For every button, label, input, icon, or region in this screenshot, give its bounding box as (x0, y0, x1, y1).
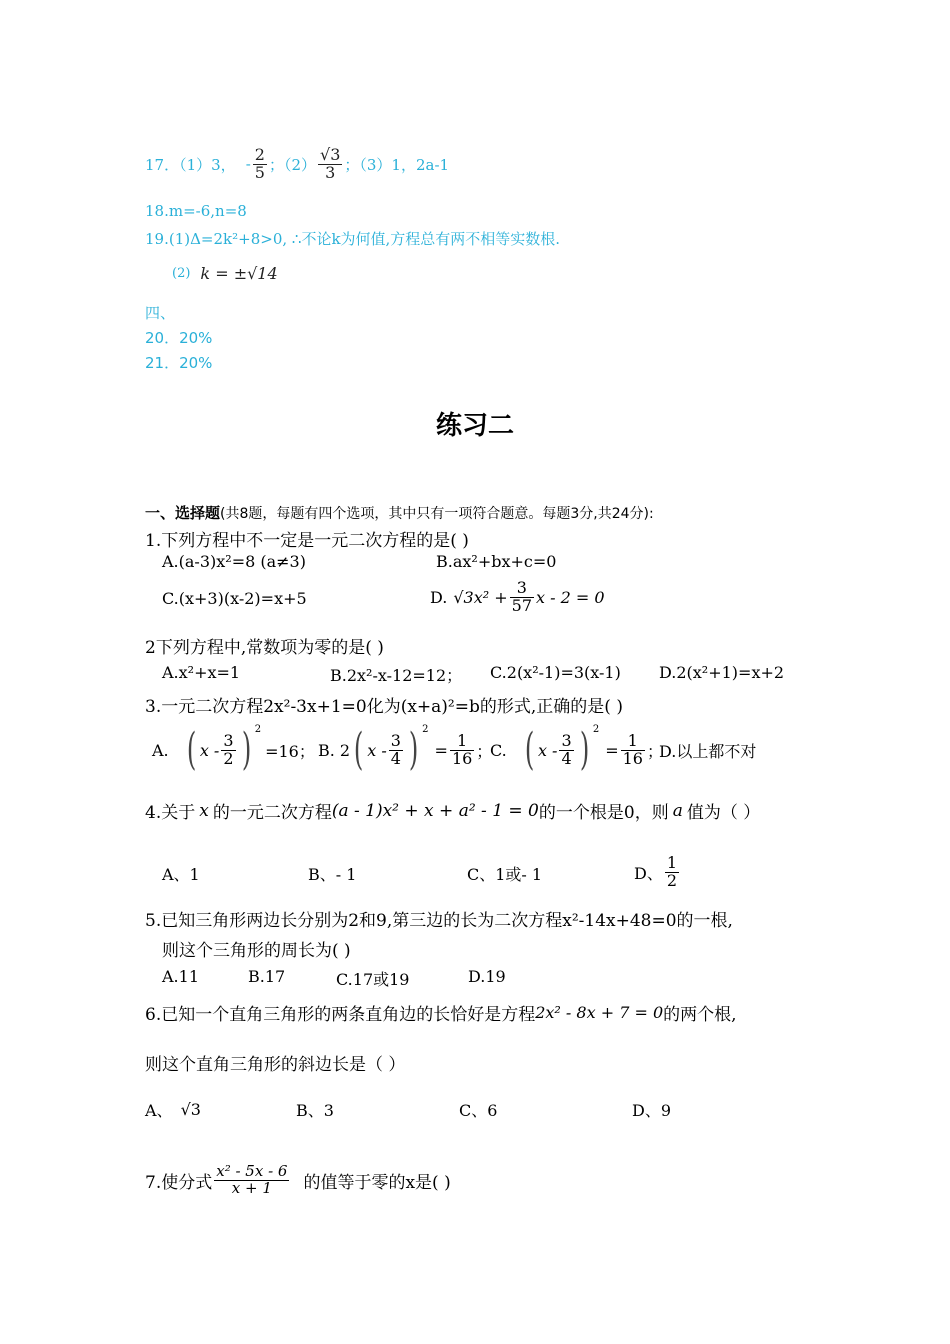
question-2-option-a: A.x²+x=1 (162, 663, 241, 682)
question-1-stem: 1.下列方程中不一定是一元二次方程的是( ) (145, 531, 469, 551)
question-6-option-b: B、3 (296, 1101, 334, 1120)
answer-19-2: (2) k = ±√14 (172, 264, 278, 283)
question-3-option-a: A. ( x - $\frac{3}{2}$ ) $^2$ =16； (152, 724, 315, 775)
question-6-option-d: D、9 (632, 1101, 672, 1120)
answer-21: 21．20% (145, 354, 213, 372)
question-5-option-d: D.19 (468, 967, 506, 986)
fraction-q7: $\frac{\text{x² - 5x - 6}}{x + 1}$ (216, 1161, 288, 1197)
question-1-option-d: D. √3x² + $\frac{3}{57}$ x - 2 = 0 (430, 577, 605, 615)
answer-20: 20．20% (145, 329, 213, 347)
section-1-header: 一、选择题(共8题，每题有四个选项，其中只有一项符合题意。每题3分,共24分): (145, 504, 654, 522)
question-5-stem-2: 则这个三角形的周长为( ) (162, 941, 351, 961)
question-2-stem: 2下列方程中,常数项为零的是( ) (145, 638, 384, 658)
question-5-option-c: C.17或19 (336, 970, 410, 989)
question-2-option-d: D.2(x²+1)=x+2 (659, 663, 785, 682)
question-3-stem: 3.一元二次方程2x²-3x+1=0化为(x+a)²=b的形式,正确的是( ) (145, 697, 623, 717)
question-4-option-c: C、1或- 1 (467, 865, 543, 884)
fraction-3-57: $\frac{3}{57}$ (511, 577, 533, 615)
fraction-sqrt3-3: $\frac{√3}{3}$ (320, 144, 341, 182)
question-2-option-b: B.2x²-x-12=12； (330, 666, 463, 685)
question-1-option-a: A.(a-3)x²=8 (a≠3) (162, 552, 306, 571)
question-3-option-d: D.以上都不对 (659, 742, 757, 761)
question-6-stem: 6.已知一个直角三角形的两条直角边的长恰好是方程 2x² - 8x + 7 = 0 的两个根, (145, 1003, 737, 1025)
question-6-option-c: C、6 (459, 1101, 498, 1120)
question-4-option-d: D、 $\frac{1}{2}$ (634, 852, 678, 890)
question-2-option-c: C.2(x²-1)=3(x-1) (490, 663, 621, 682)
question-5-option-b: B.17 (248, 967, 286, 986)
page-title: 练习二 (435, 411, 514, 441)
question-6-stem-2: 则这个直角三角形的斜边长是（ ） (145, 1055, 406, 1075)
question-7-stem: 7.使分式 $\frac{\text{x² - 5x - 6}}{x + 1}$ 的值等于零的x是( ) (145, 1161, 451, 1197)
question-3-option-b: B. 2 ( x - $\frac{3}{4}$ ) $^2$ = $\frac{1}{16}$ ； (318, 724, 493, 775)
answer-18: 18.m=-6,n=8 (145, 202, 247, 220)
question-1-option-b: B.ax²+bx+c=0 (436, 552, 557, 571)
question-6-option-a: A、 √3 (145, 1100, 201, 1120)
answer-19-1: 19.(1)Δ=2k²+8>0, ∴不论k为何值,方程总有两不相等实数根. (145, 230, 561, 248)
question-4-stem: 4.关于 x 的一元二次方程 (a - 1)x² + x + a² - 1 = 0 的一个根是0，则 a 值为（ ） (145, 800, 761, 823)
question-5-option-a: A.11 (162, 967, 199, 986)
fraction-2-5: $\frac{2}{5}$ (254, 144, 265, 182)
answer-17: 17．（1）3， - $\frac{2}{5}$ ；（2） $\frac{√3}{3}$ ；（3）1，2a-1 (145, 144, 450, 182)
question-4-option-b: B、- 1 (308, 865, 357, 884)
question-1-option-c: C.(x+3)(x-2)=x+5 (162, 589, 307, 608)
question-3-option-c: C. ( x - $\frac{3}{4}$ ) $^2$ = $\frac{1}{16}$ ； (490, 724, 663, 775)
section-4-label: 四、 (145, 304, 176, 322)
question-4-option-a: A、1 (162, 865, 200, 884)
question-5-stem: 5.已知三角形两边长分别为2和9,第三边的长为二次方程x²-14x+48=0的一根, (145, 911, 733, 931)
